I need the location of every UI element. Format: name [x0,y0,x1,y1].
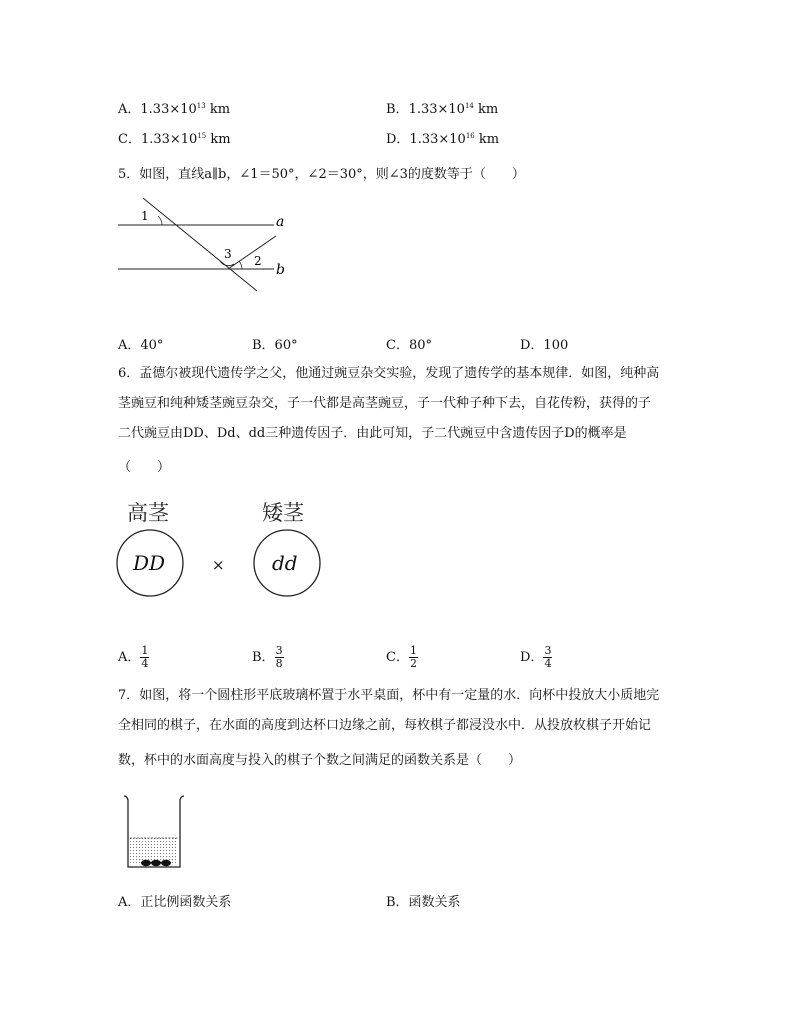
q5-option-d: D．100 [520,338,569,353]
chess-piece [141,860,151,866]
chess-piece [151,860,161,866]
label-3: 3 [224,247,232,261]
transversal [143,198,257,291]
q6-line-1: 6．孟德尔被现代遗传学之父，他通过豌豆杂交实验，发现了遗传学的基本规律．如图，纯种高 [118,366,660,381]
label-2: 2 [254,254,262,268]
q7-option-a: A．正比例函数关系 [118,895,232,910]
q4-option-d: D．$1.33\times 10^{16}$ km [386,132,500,147]
label-short-stem: 矮茎 [262,501,304,525]
ray-2 [228,236,276,269]
fraction: $\frac{3}{8}$ [275,644,283,670]
q5-option-c: C．80° [386,338,432,353]
q6-option-c: C． $\frac{1}{2}$ [386,644,417,670]
q4-option-a: A．$1.33\times 10^{13}$ km [118,102,231,117]
gene-dd-right: dd [272,551,298,575]
q6-line-2: 茎豌豆和纯种矮茎豌豆杂交，子一代都是高茎豌豆，子一代种子种下去，自花传粉，获得的子 [118,396,652,411]
fraction: $\frac{3}{4}$ [544,644,552,670]
q7-line-2: 全相同的棋子，在水面的高度到达杯口边缘之前，每枚棋子都浸没水中．从投放枚棋子开始记 [118,718,652,733]
label-tall-stem: 高茎 [127,501,169,525]
label-a: a [276,214,285,230]
angle-2-arc [239,261,242,269]
q6-option-b: B． $\frac{3}{8}$ [252,644,283,670]
cross-symbol: × [212,556,225,574]
angle-1-arc [158,216,162,225]
q6-line-3: 二代豌豆由DD、Dd、dd三种遗传因子．由此可知，子二代豌豆中含遗传因子D的概率是 [118,426,627,441]
q5-option-a: A．40° [118,338,164,353]
q5-parallel-lines-figure [110,192,310,302]
angle-3-arc [220,261,234,266]
q6-option-d: D． $\frac{3}{4}$ [520,644,552,670]
q7-option-b: B．函数关系 [386,895,461,910]
gene-dd-left: DD [133,551,166,575]
q5-stem: 5．如图，直线a∥b，∠1＝50°，∠2＝30°，则∠3的度数等于（ ） [118,167,525,182]
q7-glass-figure [120,792,190,872]
q5-option-b: B．60° [252,338,298,353]
fraction: $\frac{1}{2}$ [409,644,417,670]
q7-line-3: 数，杯中的水面高度与投入的棋子个数之间满足的函数关系是（ ） [118,753,522,768]
fraction: $\frac{1}{4}$ [141,644,149,670]
label-b: b [276,262,285,278]
q6-option-a: A． $\frac{1}{4}$ [118,644,149,670]
q4-option-c: C．$1.33\times 10^{15}$ km [118,132,231,147]
q4-option-b: B．$1.33\times 10^{14}$ km [386,102,499,117]
q7-line-1: 7．如图，将一个圆柱形平底玻璃杯置于水平桌面，杯中有一定量的水．向杯中投放大小质地完 [118,688,660,703]
chess-piece [161,860,171,866]
q6-line-4: （ ） [118,460,171,475]
label-1: 1 [141,209,149,223]
